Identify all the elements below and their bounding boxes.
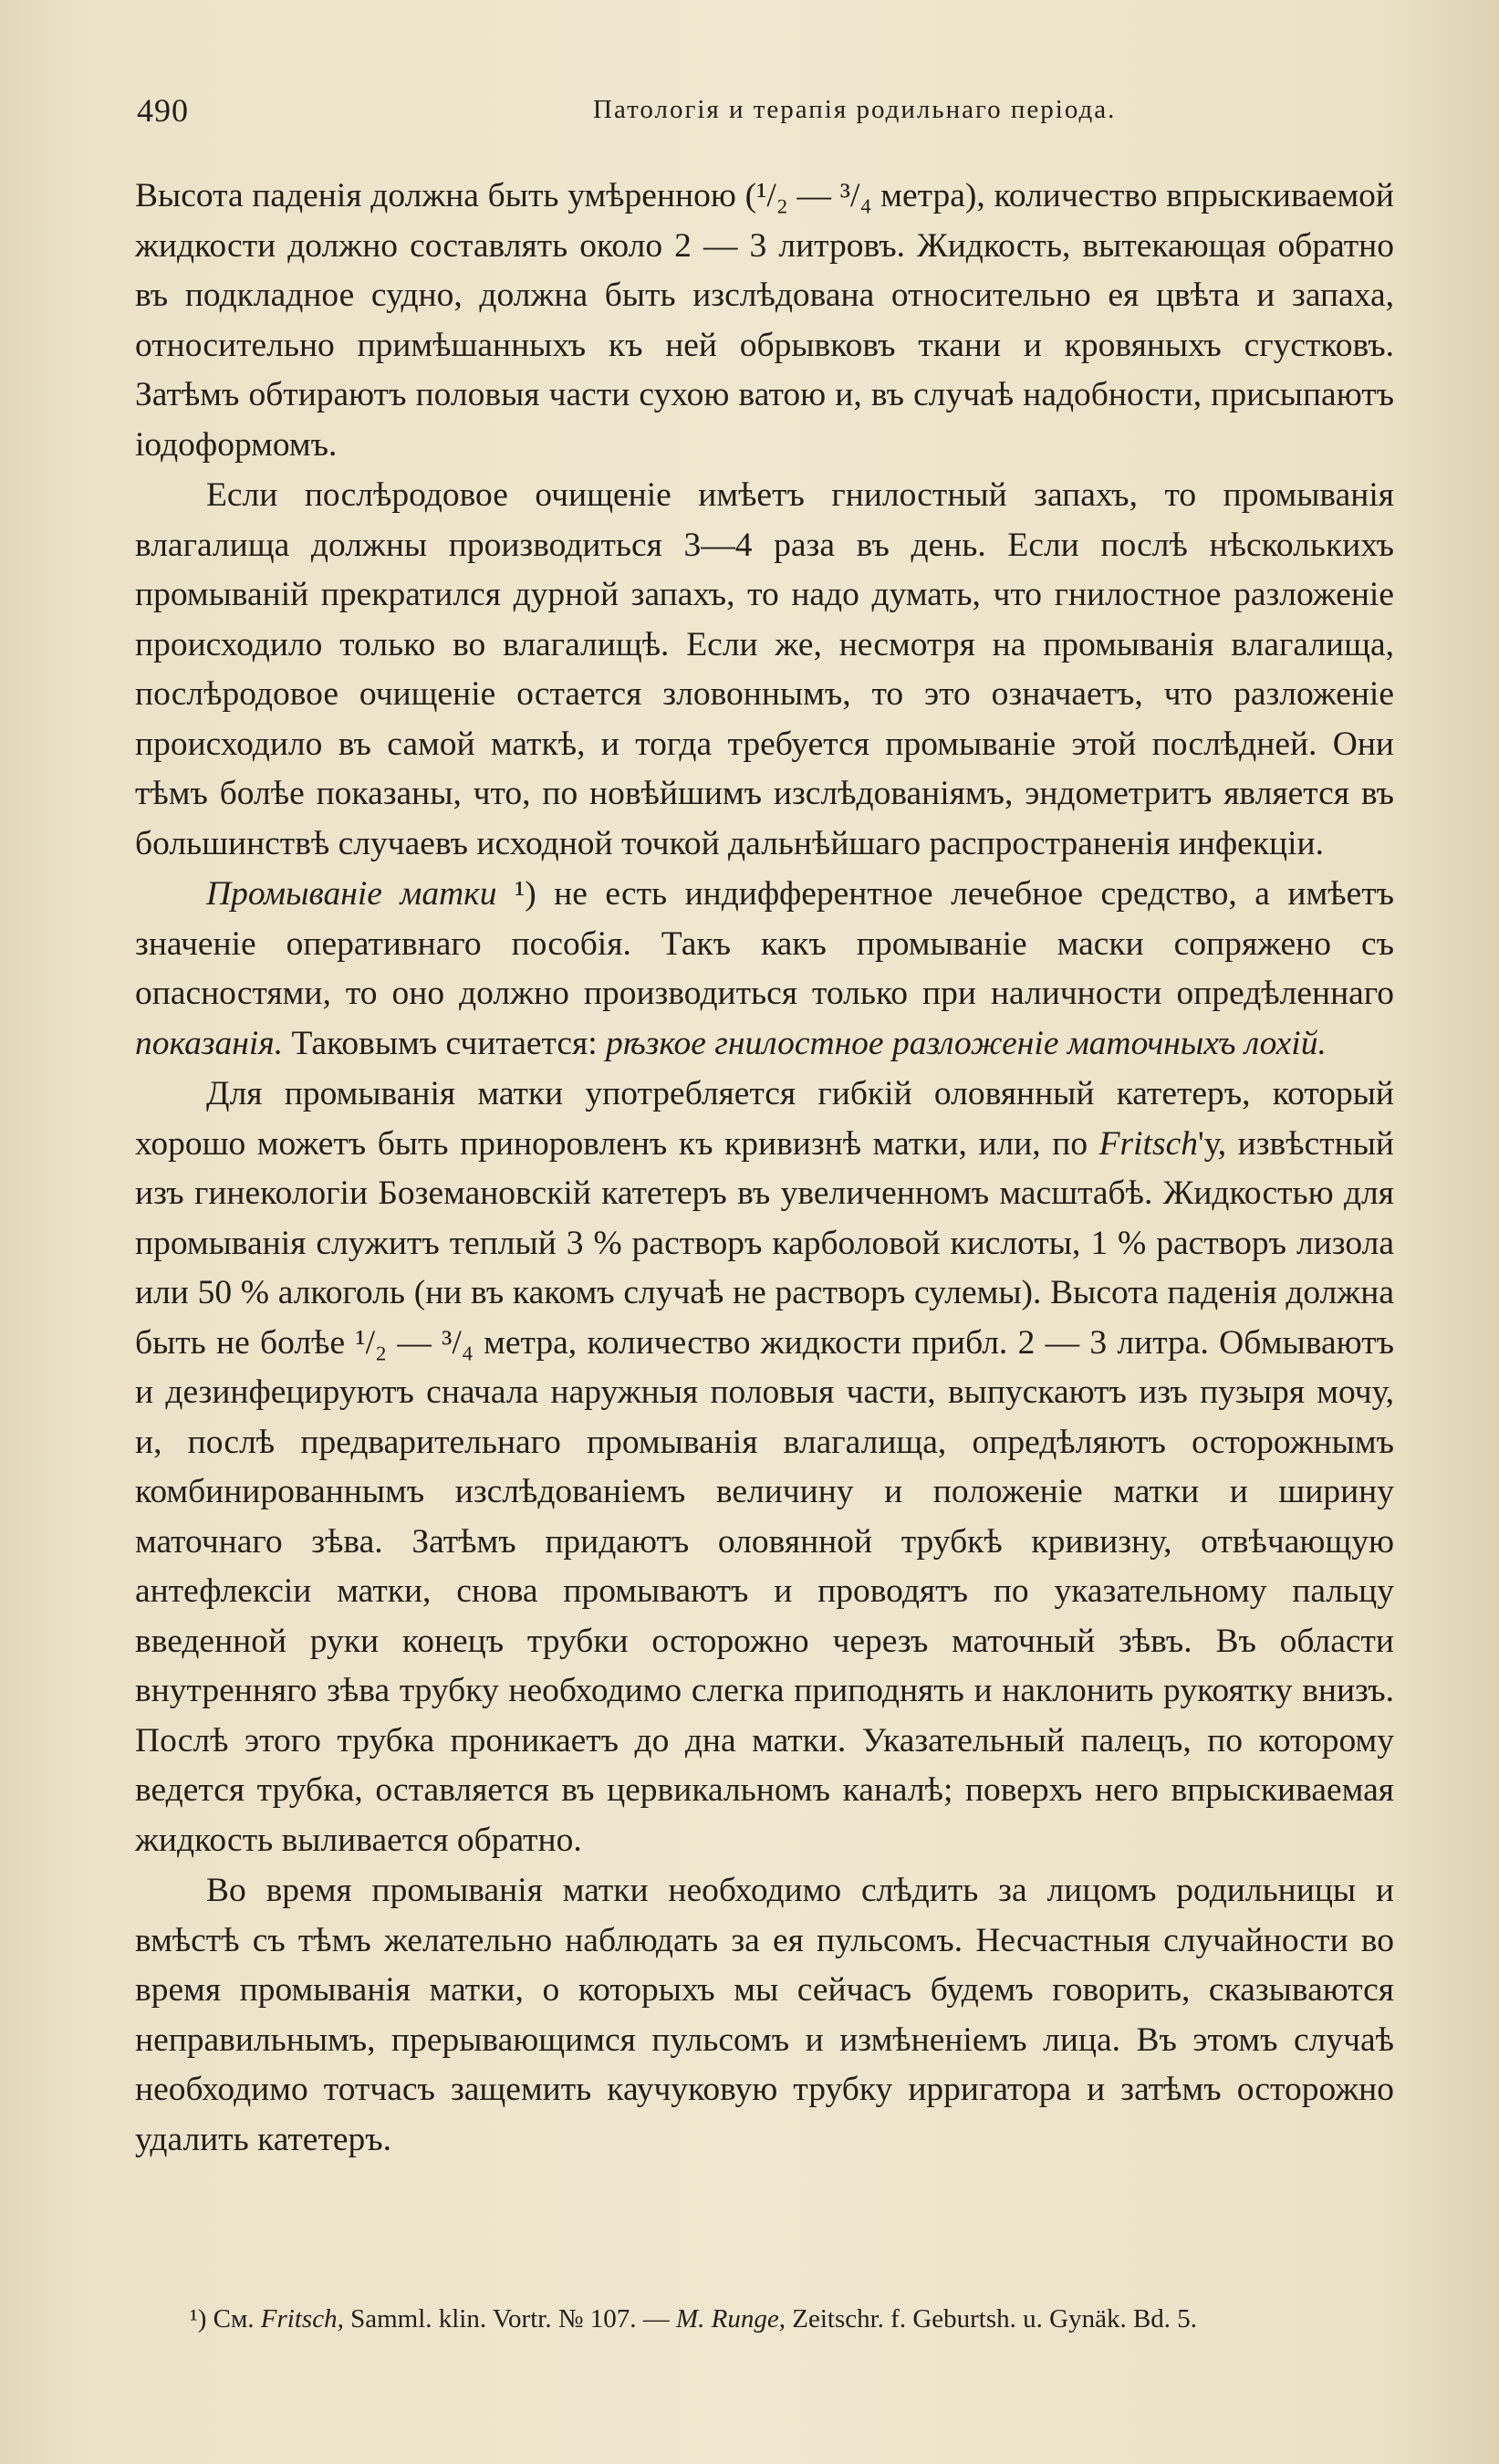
footnote [135, 2302, 1394, 2336]
emphasized-text: показанія. [135, 1024, 284, 1062]
emphasized-text: Fritsch [1098, 1124, 1198, 1163]
running-head: Патологія и терапія родильнаго періода. [593, 95, 1117, 124]
page-number: 490 [137, 92, 189, 129]
page-header [137, 91, 1394, 133]
body-text [135, 172, 1394, 2165]
footnote-text-run: ¹) См. [190, 2304, 261, 2333]
footnote-emphasized-text: M. Runge, [676, 2304, 786, 2333]
paragraph [135, 172, 1394, 470]
text-run: Высота паденія должна быть умѣренною (¹/₂ — ³/₄ метра), количество впрыскиваемой жидкости должно составлять около 2 — 3 литровъ. Жидкость, вытекающая обратно въ подкладное судно, должна быть изслѣдована относительно ея цвѣта и запаха, относительно примѣшанныхъ къ ней обрывковъ ткани и кровяныхъ сгустковъ. Затѣмъ обтираютъ половыя части сухою ватою и, въ случаѣ надобности, присыпаютъ іодоформомъ. [135, 177, 1394, 464]
footnotes [135, 2302, 1394, 2336]
text-run: Таковымъ считается: [283, 1024, 607, 1062]
paragraph [135, 1070, 1394, 1865]
emphasized-text: Промываніе матки [206, 875, 497, 913]
text-run: 'у, извѣстный изъ гинекологіи Боземановскій катетеръ въ увеличенномъ масштабѣ. Жидкостью для промыванія служитъ теплый 3 % растворъ карболовой кислоты, 1 % растворъ лизола или 50 % алкоголь (ни въ какомъ случаѣ не растворъ сулемы). Высота паденія должна быть не болѣе ¹/₂ — ³/₄ метра, количество жидкости прибл. 2 — 3 литра. Обмываютъ и дезинфецируютъ сначала наружныя половыя части, выпускаютъ изъ пузыря мочу, и, послѣ предварительнаго промыванія влагалища, опредѣляютъ осторожнымъ комбинированнымъ изслѣдованіемъ величину и положеніе матки и ширину маточнаго зѣва. Затѣмъ придаютъ оловянной трубкѣ кривизну, отвѣчающую антефлексіи матки, снова промываютъ и проводятъ по указательному пальцу введенной руки конецъ трубки осторожно черезъ маточный зѣвъ. Въ области внутренняго зѣва трубку необходимо слегка приподнять и наклонить рукоятку внизъ. Послѣ этого трубка проникаетъ до дна матки. Указательный палецъ, по которому ведется трубка, оставляется въ цервикальномъ каналѣ; поверхъ него впрыскиваемая жидкость выливается обратно. [135, 1124, 1394, 1859]
text-run: Если послѣродовое очищеніе имѣетъ гнилостный запахъ, то промыванія влагалища должны производиться 3—4 раза въ день. Если послѣ нѣсколькихъ промываній прекратился дурной запахъ, то надо думать, что гнилостное разложеніе происходило только во влагалищѣ. Если же, несмотря на промыванія влагалища, послѣродовое очищеніе остается зловоннымъ, то это означаетъ, что разложеніе происходило въ самой маткѣ, и тогда требуется промываніе этой послѣдней. Они тѣмъ болѣе показаны, что, по новѣйшимъ изслѣдованіямъ, эндометритъ является въ большинствѣ случаевъ исходной точкой дальнѣйшаго распространенія инфекціи. [135, 476, 1394, 862]
paragraph [135, 870, 1394, 1069]
paragraph [135, 1866, 1394, 2165]
footnote-text-run: Zeitschr. f. Geburtsh. u. Gynäk. Bd. 5. [786, 2304, 1198, 2333]
text-run: Во время промыванія матки необходимо слѣдить за лицомъ родильницы и вмѣстѣ съ тѣмъ желательно наблюдать за ея пульсомъ. Несчастныя случайности во время промыванія матки, о которыхъ мы сейчасъ будемъ говорить, сказываются неправильнымъ, прерывающимся пульсомъ и измѣненіемъ лица. Въ этомъ случаѣ необходимо тотчасъ защемить каучуковую трубку ирригатора и затѣмъ осторожно удалить катетеръ. [135, 1872, 1394, 2158]
text-run: Для промыванія матки употребляется гибкій оловянный катетеръ, который хорошо можетъ быть приноровленъ къ кривизнѣ матки, или, по [135, 1075, 1394, 1163]
footnote-emphasized-text: Fritsch, [260, 2304, 344, 2333]
paragraph [135, 471, 1394, 869]
emphasized-text: рѣзкое гнилостное разложеніе маточныхъ лохій. [606, 1024, 1327, 1062]
footnote-text-run: Samml. klin. Vortr. № 107. — [343, 2304, 676, 2333]
text-run: ¹) не есть индифферентное лечебное средство, а имѣетъ значеніе оперативнаго пособія. Такъ какъ промываніе маски сопряжено съ опасностями, то оно должно производиться только при наличности опредѣленнаго [135, 875, 1394, 1012]
